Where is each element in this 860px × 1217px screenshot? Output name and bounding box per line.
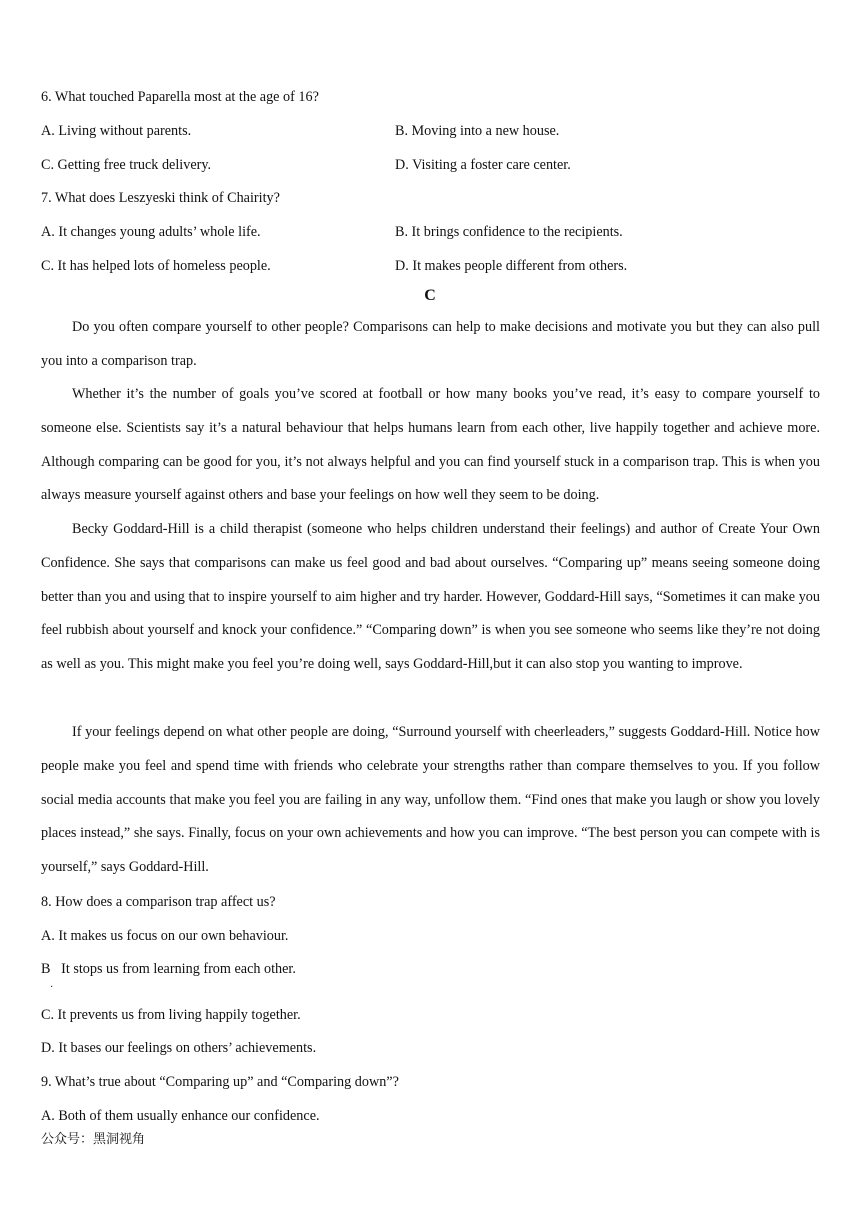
question-7-option-d: D. It makes people different from others. xyxy=(395,258,628,274)
question-8-option-b: B It stops us from learning from each other. xyxy=(41,961,296,977)
stray-mark: · xyxy=(50,982,54,993)
question-7-option-c: C. It has helped lots of homeless people. xyxy=(41,258,271,274)
question-7-option-b: B. It brings confidence to the recipients. xyxy=(395,224,623,240)
question-7-stem: 7. What does Leszyeski think of Chairity? xyxy=(41,190,280,206)
question-8-stem: 8. How does a comparison trap affect us? xyxy=(41,894,276,910)
passage-paragraph-3: Becky Goddard-Hill is a child therapist (someone who helps children understand their feelings) and author of Create Your Own Confidence. She says that comparisons can make us feel good and bad about ourselves. “Comparing up” means seeing someone doing better than you and using that to inspire yourself to aim higher and try harder. However, Goddard-Hill says, “Sometimes it can make you feel rubbish about yourself and knock your confidence.” “Comparing down” is when you see someone who seems like they’re not doing as well as you. This might make you feel you’re doing well, says Goddard-Hill,but it can also stop you wanting to improve. xyxy=(41,521,820,673)
question-6-option-d: D. Visiting a foster care center. xyxy=(395,157,571,173)
passage-paragraph-4: If your feelings depend on what other people are doing, “Surround yourself with cheerleaders,” suggests Goddard-Hill. Notice how people make you feel and spend time with friends who celebrate your strengths rather than compare themselves to you. If you follow social media accounts that make you feel you are failing in any way, unfollow them. “Find ones that make you laugh or show you lovely places instead,” she says. Finally, focus on your own achievements and how you can improve. “The best person you can compete with is yourself,” says Goddard-Hill. xyxy=(41,724,820,876)
question-8-option-c: C. It prevents us from living happily together. xyxy=(41,1007,301,1023)
question-9-option-a: A. Both of them usually enhance our confidence. xyxy=(41,1108,320,1124)
question-9-stem: 9. What’s true about “Comparing up” and “Comparing down”? xyxy=(41,1074,399,1090)
question-8-option-d: D. It bases our feelings on others’ achievements. xyxy=(41,1040,317,1056)
question-6-option-c: C. Getting free truck delivery. xyxy=(41,157,212,173)
question-8-option-a: A. It makes us focus on our own behaviour. xyxy=(41,928,289,944)
section-heading: C xyxy=(424,287,436,304)
question-7-option-a: A. It changes young adults’ whole life. xyxy=(41,224,261,240)
passage-paragraph-1: Do you often compare yourself to other people? Comparisons can help to make decisions and motivate you but they can also pull you into a comparison trap. xyxy=(41,319,820,369)
question-6-option-b: B. Moving into a new house. xyxy=(395,123,560,139)
footer-watermark: 公众号：黑洞视角 xyxy=(41,1132,146,1147)
question-6-option-a: A. Living without parents. xyxy=(41,123,192,139)
passage-paragraph-2: Whether it’s the number of goals you’ve scored at football or how many books you’ve read, it’s easy to compare yourself to someone else. Scientists say it’s a natural behaviour that helps humans learn from each other, live happily together and achieve more. Although comparing can be good for you, it’s not always helpful and you can find yourself stuck in a comparison trap. This is when you always measure yourself against others and base your feelings on how well they seem to be doing. xyxy=(41,386,820,504)
question-6-stem: 6. What touched Paparella most at the age of 16? xyxy=(41,89,319,105)
